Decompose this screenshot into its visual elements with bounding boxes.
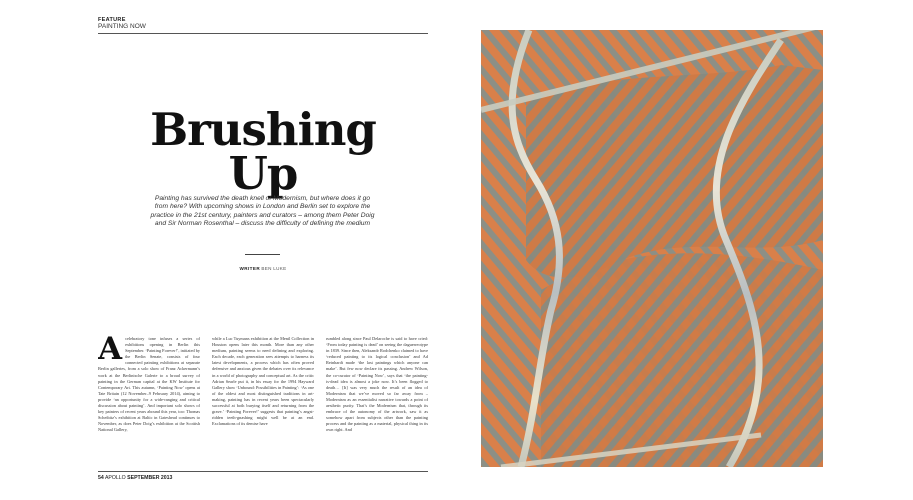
standfirst: Painting has survived the death knell of Modernism, but where does it go from here? With upcoming shows in London and Berlin set to explore the practice in the 21st century, painters and curators – among them Peter Doig and Sir Norman Rosenthal – discuss the difficulty of defining the medium [150,195,375,228]
top-rule [98,33,428,34]
painting-image [481,30,823,467]
right-page [457,0,913,500]
byline [98,266,428,271]
issue-date: SEPTEMBER 2013 [127,475,173,481]
title-line-1: Brushing [150,103,376,156]
column-1-text: celebratory tone infuses a series of exhibitions opening in Berlin this September. ‘Painting Forever!’, initiated by the Berlin Senate, consists of four connected painting exhibitions at separate Berlin galleries, from a solo show of Franz Ackermann’s work at the Berlinische Galerie to a broad survey of painting in the German capital at the KW Institute for Contemporary Art. This autumn, ‘Painting Now’ opens at Tate Britain (12 November–9 February 2014), aiming to provide ‘an opportunity for a wide-ranging and critical discussion about painting’. And important solo shows of key painters of recent years abound this year, too: Thomas Scheibitz’s exhibition at Baltic in Gateshead continues to November, as does Peter Doig’s exhibition at the Scottish National Gallery, [98,336,200,433]
section-header [98,17,146,31]
standfirst-rule [245,254,280,255]
subsection-label: PAINTING NOW [98,23,146,30]
body-columns [98,336,428,466]
section-label: FEATURE [98,17,126,23]
body-column-1 [98,336,200,466]
byline-name: BEN LUKE [261,266,287,271]
column-3-text: rumbled along since Paul Delaroche is said to have cried: ‘From today painting is dead’ on seeing the daguerreotype in 1839. Since then, Aleksandr Rodchenko claimed to have ‘reduced painting to its logical conclusion’ and Ad Reinhardt made ‘the last paintings which anyone can make’. But few now declare its passing. Andrew Wilson, the co-curator of ‘Painting Now’, says that ‘the painting-is-dead idea is almost a joke now. It’s been flogged to death… [It] was very much the result of an idea of Modernism that we’ve moved so far away from – Modernism as an essentialist narrative towards a point of aesthetic purity. That’s the Modernism that, through its embrace of the autonomy of the artwork, saw it as somehow apart from subjects other than the painting process and the painting as a material, physical thing in its own right. And [326,336,428,433]
painting-shape-lower [541,253,823,467]
title-line-2: Up [228,147,298,200]
article-title [98,103,428,200]
magazine-name: APOLLO [104,475,126,481]
painting-shape-upper [526,65,823,278]
body-column-3 [326,336,428,466]
left-page [0,0,456,500]
drop-cap: A [98,336,123,367]
body-column-2 [212,336,314,466]
page-number: 54 [98,475,104,481]
byline-label: WRITER [239,266,261,271]
bottom-rule [98,471,428,472]
column-2-text: while a Luc Tuymans exhibition at the Menil Collection in Houston opens later this month. More than any other medium, painting seems to need defining and exploring. Each decade, each generation sees attempts to harness its latest developments, a process which has often proved defensive and anxious given the debates over its relevance in a world of photography and conceptual art. As the critic Adrian Searle put it, in his essay for the 1994 Hayward Gallery show ‘Unbound: Possibilities in Painting’: ‘As one of the oldest and most distinguished traditions in art-making, painting has in recent years been spectacularly successful at both burying itself and returning from the grave.’ ‘Painting Forever!’ suggests that painting’s angst-ridden teeth-gnashing might well be at an end. Exclamations of its demise have [212,336,314,427]
page-footer [98,475,172,481]
